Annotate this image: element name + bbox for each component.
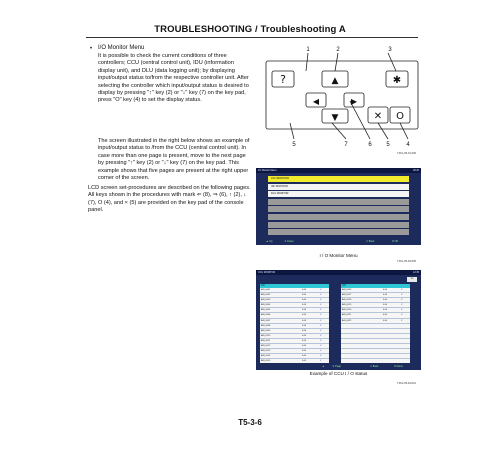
io-menu-caption: I / O Monitor Menu bbox=[319, 253, 358, 258]
softkey-back[interactable]: ✕ Back bbox=[370, 365, 379, 368]
softkey-page[interactable]: ▼ Page bbox=[332, 365, 342, 368]
keypad-figure-code: T1K1-05-01-006 bbox=[397, 152, 416, 155]
star-icon: ✱ bbox=[392, 75, 402, 86]
signal-unit: V bbox=[320, 350, 322, 353]
signal-unit: V bbox=[320, 345, 322, 348]
signal-value: 0.00 bbox=[302, 309, 307, 312]
menu-item-ccu-monitor[interactable]: CCU MONITOR bbox=[268, 176, 409, 182]
signal-name: AIN_0004 bbox=[261, 304, 271, 307]
softkey-up[interactable]: ▲ bbox=[322, 365, 325, 368]
softkey-ok[interactable]: O OK bbox=[392, 240, 399, 243]
signal-unit: V bbox=[401, 309, 403, 312]
help-key-icon: ? bbox=[280, 73, 286, 86]
menu-item-empty bbox=[268, 199, 409, 205]
table-header: A/D bbox=[341, 284, 410, 288]
menu-item-empty bbox=[268, 206, 409, 212]
table-row bbox=[341, 319, 410, 324]
ccu-titlebar bbox=[256, 270, 421, 275]
signal-value: 0.00 bbox=[302, 314, 307, 317]
signal-unit: V bbox=[401, 319, 403, 322]
signal-unit: V bbox=[401, 314, 403, 317]
softkey-back[interactable]: ✕ Back bbox=[366, 240, 375, 243]
signal-value: 0.00 bbox=[302, 350, 307, 353]
page-number: T5-3-6 bbox=[238, 418, 262, 427]
menu-item-empty bbox=[268, 222, 409, 228]
menu-item-dlu-monitor[interactable]: DLU MONITOR bbox=[268, 191, 409, 197]
paragraph-procedures: LCD screen set-procedures are described on the following pages. All keys shown in the procedures with mark ⇐ (8), ⇒ (6), ↑ (2), ↓ (7), O (4), and × (5) are provided on the key pad of the console panel. bbox=[88, 185, 251, 214]
signal-unit: V bbox=[320, 299, 322, 302]
io-monitor-menu-screen bbox=[256, 168, 421, 245]
paragraph-example: The screen illustrated in the right below shows an example of input/output status to /from the CCU (central control unit). In case more than one page is present, move to the next page by pressing "↑" key (2) or "↓" key (7) on the key pad. This example shows that five pages are present at the right upper corner of the screen. bbox=[98, 138, 250, 182]
signal-name: AIN_0022 bbox=[342, 319, 352, 322]
signal-name: AIN_0001 bbox=[261, 289, 271, 291]
signal-value: 0.00 bbox=[383, 299, 388, 302]
signal-unit: V bbox=[401, 304, 403, 307]
signal-value: 0.00 bbox=[302, 299, 307, 302]
signal-value: 0.00 bbox=[302, 329, 307, 332]
signal-value: 0.00 bbox=[383, 309, 388, 312]
enter-icon: O bbox=[396, 111, 404, 122]
up-arrow-icon: ▲ bbox=[331, 76, 339, 86]
signal-name: AIN_0021 bbox=[342, 314, 352, 317]
signal-value: 0.00 bbox=[383, 304, 388, 307]
signal-unit: V bbox=[320, 360, 322, 363]
right-arrow-icon: ▶ bbox=[350, 97, 358, 106]
signal-value: 0.00 bbox=[383, 294, 388, 297]
signal-unit: V bbox=[320, 319, 322, 322]
table-header: A/D bbox=[260, 284, 329, 288]
signal-unit: V bbox=[320, 304, 322, 307]
ccu-title: CCU MONITOR bbox=[258, 271, 276, 274]
signal-name: AIN_0019 bbox=[342, 304, 352, 307]
callout-1: 1 bbox=[306, 47, 310, 53]
signal-value: 0.00 bbox=[383, 319, 388, 322]
page-title: TROUBLESHOOTING / Troubleshooting A bbox=[154, 24, 346, 35]
keypad-diagram bbox=[260, 41, 425, 151]
signal-value: 0.00 bbox=[302, 319, 307, 322]
signal-unit: V bbox=[320, 329, 322, 332]
signal-value: 0.00 bbox=[302, 324, 307, 327]
signal-unit: V bbox=[320, 294, 322, 297]
callout-3: 3 bbox=[388, 47, 392, 53]
signal-name: AIN_0016 bbox=[342, 289, 352, 291]
bullet: • bbox=[90, 46, 93, 52]
signal-name: AIN_0015 bbox=[261, 360, 271, 363]
signal-name: AIN_0020 bbox=[342, 309, 352, 312]
signal-name: AIN_0009 bbox=[261, 329, 271, 332]
callout-4: 4 bbox=[406, 142, 410, 148]
signal-name: AIN_0017 bbox=[342, 294, 352, 297]
callout-7: 7 bbox=[344, 142, 348, 148]
signal-unit: V bbox=[320, 309, 322, 312]
io-menu-titlebar bbox=[256, 168, 421, 173]
paragraph-intro: It is possible to check the current conditions of three controllers; CCU (central control unit), IDU (information display unit), and DLU (data logging unit); by displaying input/output status to/from the respective controller unit. After selecting the controller which input/output status is desired to display by pressing "↑" key (2) or "↓" key (7) on the key pad, press "O" key (4) to set the display status. bbox=[98, 53, 249, 104]
ccu-status-screen bbox=[256, 270, 421, 370]
io-menu-figure-code: T1K1-05-03-005 bbox=[397, 260, 416, 263]
menu-item-idu-monitor[interactable]: IDU MONITOR bbox=[268, 184, 409, 190]
signal-unit: V bbox=[401, 299, 403, 302]
signal-value: 0.00 bbox=[302, 360, 307, 363]
signal-unit: V bbox=[320, 324, 322, 327]
ccu-clock: 12:45 bbox=[413, 271, 419, 274]
signal-unit: V bbox=[320, 339, 322, 342]
callout-6: 6 bbox=[368, 142, 372, 148]
softkey-menu[interactable]: O Menu bbox=[394, 365, 403, 368]
signal-unit: V bbox=[401, 294, 403, 297]
title-rule bbox=[86, 37, 418, 38]
signal-unit: V bbox=[320, 289, 322, 291]
signal-name: AIN_0007 bbox=[261, 319, 271, 322]
down-arrow-icon: ▼ bbox=[331, 113, 339, 123]
signal-name: AIN_0003 bbox=[261, 299, 271, 302]
signal-value: 0.00 bbox=[302, 289, 307, 291]
signal-name: AIN_0006 bbox=[261, 314, 271, 317]
callout-2: 2 bbox=[336, 47, 340, 53]
left-arrow-icon: ◀ bbox=[312, 97, 320, 106]
callout-5a: 5 bbox=[292, 142, 296, 148]
signal-unit: V bbox=[320, 314, 322, 317]
page-indicator: 1/5 bbox=[407, 277, 417, 282]
io-menu-title: I/O Monitor Menu bbox=[258, 169, 277, 172]
section-heading: I/O Monitor Menu bbox=[98, 45, 145, 51]
signal-value: 0.00 bbox=[302, 339, 307, 342]
signal-unit: V bbox=[401, 289, 403, 291]
io-menu-softkey-bar bbox=[256, 238, 421, 245]
softkey-up[interactable]: ▲ Up bbox=[266, 240, 273, 243]
ccu-table-left bbox=[260, 284, 329, 370]
ccu-status-caption: Example of CCU I / O status bbox=[309, 371, 368, 376]
signal-name: AIN_0014 bbox=[261, 355, 271, 358]
io-menu-list bbox=[268, 176, 409, 237]
signal-value: 0.00 bbox=[302, 294, 307, 297]
signal-name: AIN_0010 bbox=[261, 334, 271, 337]
signal-unit: V bbox=[320, 334, 322, 337]
io-menu-clock: 06:26 bbox=[413, 169, 419, 172]
signal-unit: V bbox=[320, 355, 322, 358]
signal-name: AIN_0013 bbox=[261, 350, 271, 353]
signal-value: 0.00 bbox=[383, 314, 388, 317]
softkey-down[interactable]: ▼ Down bbox=[284, 240, 294, 243]
signal-name: AIN_0011 bbox=[261, 339, 271, 342]
signal-name: AIN_0008 bbox=[261, 324, 271, 327]
signal-value: 0.00 bbox=[383, 289, 388, 291]
signal-name: AIN_0018 bbox=[342, 299, 352, 302]
menu-item-empty bbox=[268, 229, 409, 235]
ccu-figure-code: T1K1-05-03-021 bbox=[397, 382, 416, 385]
callout-5b: 5 bbox=[386, 142, 390, 148]
signal-name: AIN_0002 bbox=[261, 294, 271, 297]
ccu-softkey-bar bbox=[256, 363, 421, 370]
signal-value: 0.00 bbox=[302, 345, 307, 348]
signal-name: AIN_0005 bbox=[261, 309, 271, 312]
signal-value: 0.00 bbox=[302, 355, 307, 358]
menu-item-empty bbox=[268, 214, 409, 220]
signal-name: AIN_0012 bbox=[261, 345, 271, 348]
signal-value: 0.00 bbox=[302, 334, 307, 337]
signal-value: 0.00 bbox=[302, 304, 307, 307]
cancel-icon: ✕ bbox=[373, 111, 383, 122]
ccu-table-right bbox=[341, 284, 410, 370]
